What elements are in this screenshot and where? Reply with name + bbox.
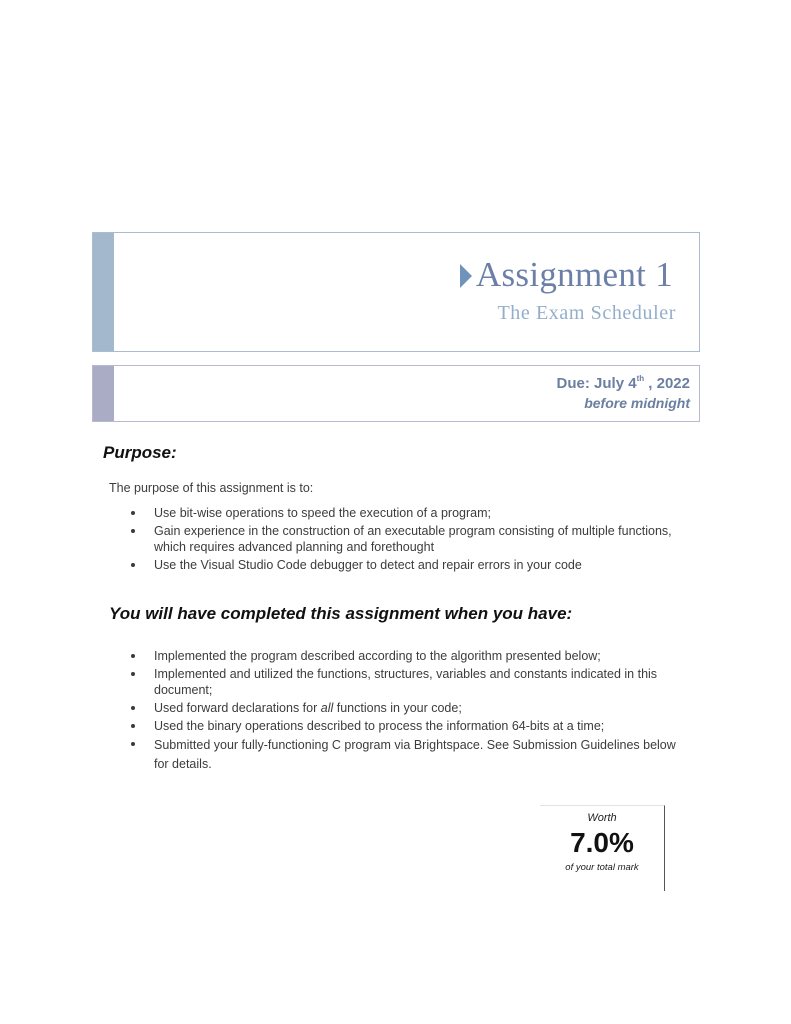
due-accent-bar bbox=[93, 366, 114, 421]
bullet-icon bbox=[131, 529, 135, 533]
list-item-text-rest: functions in your code; bbox=[333, 701, 462, 715]
bullet-icon bbox=[131, 706, 135, 710]
purpose-intro: The purpose of this assignment is to: bbox=[109, 481, 314, 495]
list-item-text: Gain experience in the construction of an executable program consisting of multiple functions, which requires advanced planning and forethought bbox=[154, 524, 672, 554]
list-item-text: Use the Visual Studio Code debugger to detect and repair errors in your code bbox=[154, 558, 582, 572]
list-item bbox=[131, 736, 691, 774]
list-item-text: Use bit-wise operations to speed the execution of a program; bbox=[154, 506, 491, 520]
due-date bbox=[557, 375, 690, 392]
document-title: Assignment 1 bbox=[475, 255, 673, 294]
list-item-text: Used the binary operations described to process the information 64-bits at a time; bbox=[154, 719, 605, 733]
list-item bbox=[131, 700, 691, 716]
list-item bbox=[131, 648, 691, 664]
purpose-heading: Purpose: bbox=[103, 443, 177, 462]
list-item-text: Submitted your fully-functioning C program via Brightspace. See Submission Guidelines below for details. bbox=[154, 738, 676, 771]
due-block bbox=[92, 365, 700, 422]
list-item-emphasis: all bbox=[320, 701, 334, 715]
bullet-icon bbox=[131, 724, 135, 728]
due-note: before midnight bbox=[584, 395, 690, 411]
list-item bbox=[131, 505, 676, 521]
list-item bbox=[131, 718, 691, 734]
list-item-text: Implemented the program described according to the algorithm presented below; bbox=[154, 649, 601, 663]
list-item bbox=[131, 557, 676, 573]
list-item-text: Used forward declarations for bbox=[154, 701, 321, 715]
due-suffix: th bbox=[636, 374, 645, 383]
list-item bbox=[131, 523, 676, 555]
worth-sub: of your total mark bbox=[565, 862, 639, 873]
bullet-icon bbox=[131, 654, 135, 658]
worth-label: Worth bbox=[587, 812, 617, 824]
list-item-text: Implemented and utilized the functions, structures, variables and constants indicated in this document; bbox=[154, 667, 658, 697]
bullet-icon bbox=[131, 672, 135, 676]
list-item bbox=[131, 666, 691, 698]
due-year: , 2022 bbox=[644, 375, 690, 392]
completion-heading: You will have completed this assignment when you have: bbox=[109, 604, 573, 623]
bullet-icon bbox=[131, 563, 135, 567]
worth-value: 7.0% bbox=[570, 827, 634, 858]
purpose-list bbox=[131, 505, 676, 575]
completion-list bbox=[131, 648, 691, 776]
due-prefix: Due: July 4 bbox=[556, 375, 637, 392]
worth-box bbox=[540, 805, 665, 891]
title-accent-bar bbox=[93, 233, 114, 351]
bullet-icon bbox=[131, 742, 135, 746]
bullet-icon bbox=[131, 511, 135, 515]
document-subtitle: The Exam Scheduler bbox=[497, 302, 676, 324]
title-block bbox=[92, 232, 700, 352]
title-line bbox=[460, 255, 673, 295]
triangle-right-icon bbox=[460, 264, 472, 288]
